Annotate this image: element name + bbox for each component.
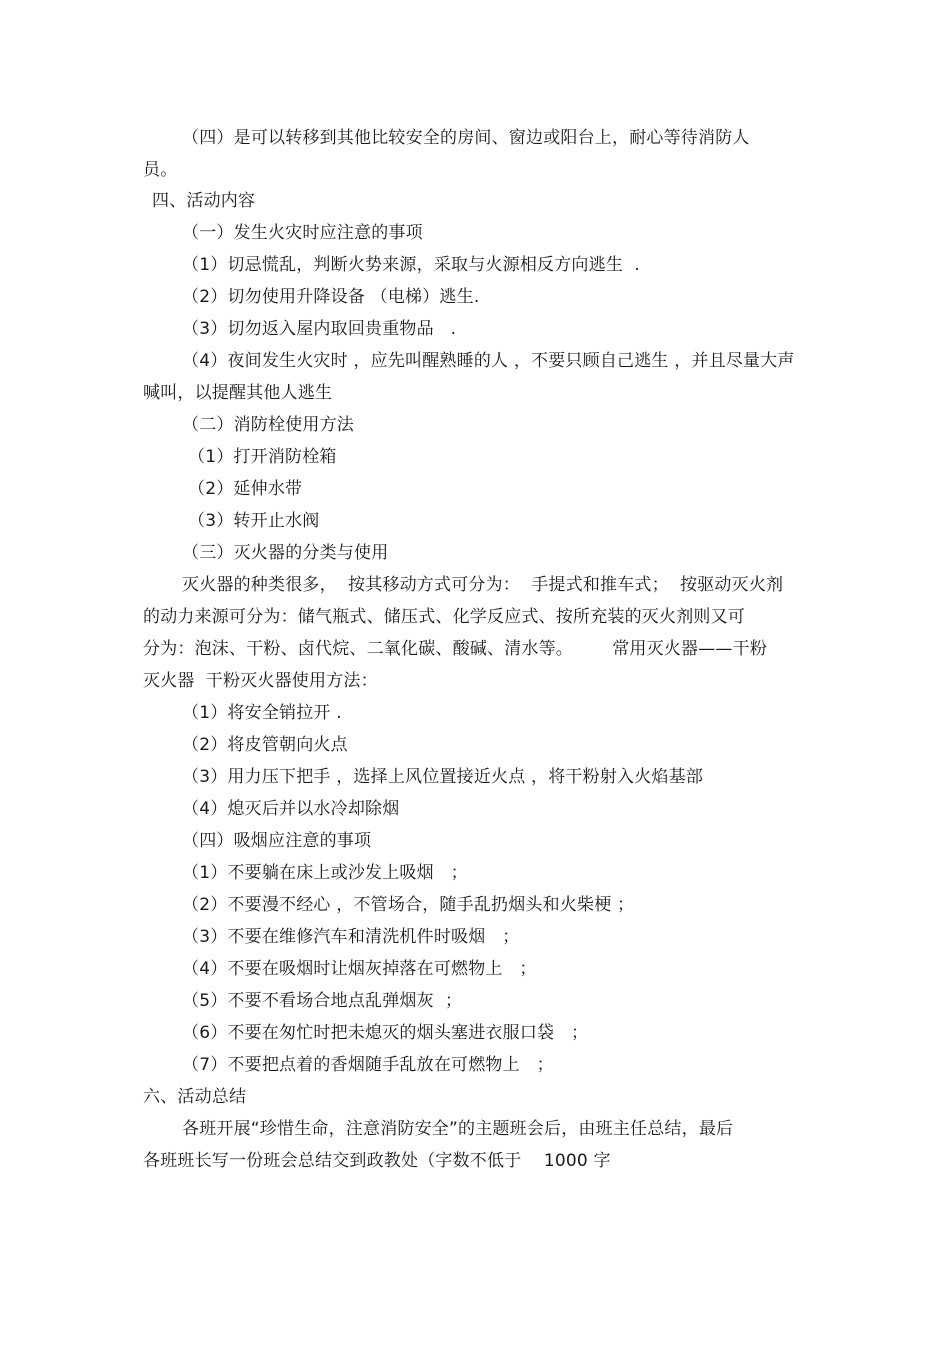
text-line-1: （四）是可以转移到其他比较安全的房间、窗边或阳台上，耐心等待消防人 [182, 128, 750, 148]
list-item: （1）将安全销拉开 . [182, 703, 342, 723]
subheading-fire-precautions: （一）发生火灾时应注意的事项 [182, 223, 423, 243]
list-item: （2）将皮管朝向火点 [182, 735, 348, 755]
text-line-2: 员。 [143, 160, 178, 180]
paragraph-line: 灭火器 干粉灭火器使用方法： [143, 671, 378, 691]
list-item: （4）不要在吸烟时让烟灰掉落在可燃物上 ； [182, 959, 537, 979]
paragraph-line: 各班开展“珍惜生命，注意消防安全”的主题班会后，由班主任总结，最后 [182, 1119, 734, 1139]
paragraph-line: 分为：泡沫、干粉、卤代烷、二氧化碳、酸碱、清水等。 常用灭火器——干粉 [143, 639, 768, 659]
paragraph-line: 各班班长写一份班会总结交到政教处（字数不低于 1000 字 [143, 1151, 611, 1171]
paragraph-line: 的动力来源可分为：储气瓶式、储压式、化学反应式、按所充装的灭火剂则又可 [143, 607, 745, 627]
section-heading-activity-content: 四、活动内容 [152, 191, 256, 211]
list-item: （2）延伸水带 [188, 479, 303, 499]
paragraph-line: 灭火器的种类很多， 按其移动方式可分为： 手提式和推车式； 按驱动灭火剂 [182, 575, 784, 595]
subheading-smoking: （四）吸烟应注意的事项 [182, 831, 372, 851]
list-item: （5）不要不看场合地点乱弹烟灰 ； [182, 991, 463, 1011]
list-item: （3）不要在维修汽车和清洗机件时吸烟 ； [182, 927, 520, 947]
text-line-continuation: 喊叫，以提醒其他人逃生 [143, 383, 333, 403]
list-item: （4）夜间发生火灾时 ，应先叫醒熟睡的人 ，不要只顾自己逃生 ，并且尽量大声 [182, 351, 795, 371]
list-item: （1）切忌慌乱，判断火势来源，采取与火源相反方向逃生 . [182, 255, 640, 275]
section-heading-summary: 六、活动总结 [143, 1087, 247, 1107]
list-item: （1）不要躺在床上或沙发上吸烟 ； [182, 863, 468, 883]
list-item: （6）不要在匆忙时把未熄灭的烟头塞进衣服口袋 ； [182, 1023, 589, 1043]
list-item: （3）用力压下把手 ，选择上风位置接近火点 ，将干粉射入火焰基部 [182, 767, 704, 787]
list-item: （3）切勿返入屋内取回贵重物品 . [182, 319, 457, 339]
subheading-hydrant-usage: （二）消防栓使用方法 [182, 415, 354, 435]
list-item: （4）熄灭后并以水冷却除烟 [182, 799, 400, 819]
list-item: （7）不要把点着的香烟随手乱放在可燃物上 ； [182, 1055, 554, 1075]
list-item: （2）切勿使用升降设备 （电梯）逃生. [182, 287, 480, 307]
list-item: （3）转开止水阀 [188, 511, 320, 531]
list-item: （1）打开消防栓箱 [188, 447, 337, 467]
subheading-extinguisher: （三）灭火器的分类与使用 [182, 543, 389, 563]
list-item: （2）不要漫不经心 ，不管场合，随手乱扔烟头和火柴梗 ； [182, 895, 635, 915]
